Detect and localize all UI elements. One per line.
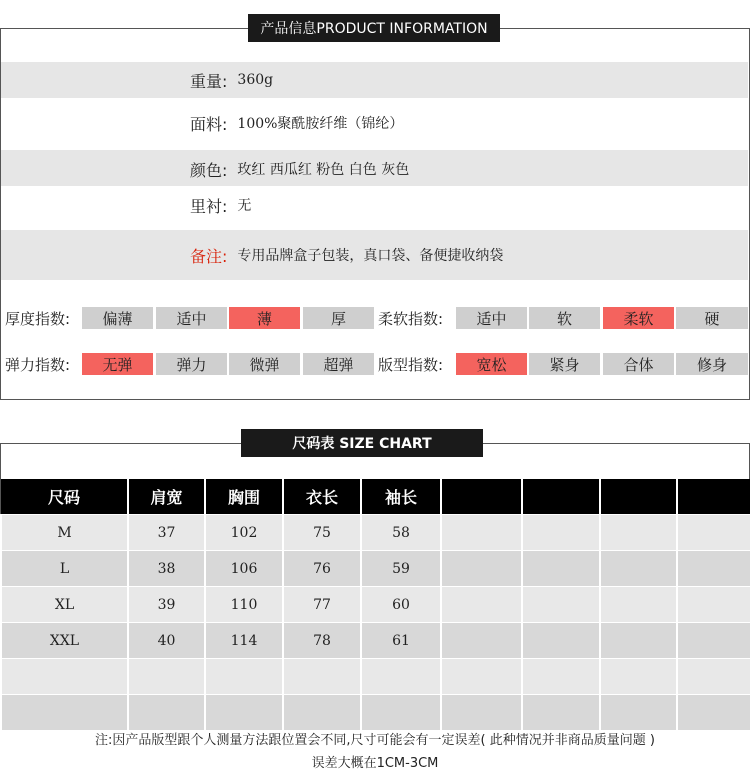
- table-cell: M: [1, 515, 128, 551]
- column-header: 袖长: [361, 479, 441, 515]
- table-cell: [441, 515, 522, 551]
- softness-option: 软: [529, 307, 600, 329]
- table-row: [1, 695, 750, 731]
- info-value: 无: [237, 198, 252, 214]
- table-cell: [441, 551, 522, 587]
- table-cell: [522, 587, 600, 623]
- table-cell: 106: [205, 551, 283, 587]
- table-cell: 110: [205, 587, 283, 623]
- info-row-lining: [190, 193, 251, 217]
- table-cell: [522, 551, 600, 587]
- table-cell: [441, 659, 522, 695]
- info-label: 面料:: [190, 114, 228, 134]
- table-cell: L: [1, 551, 128, 587]
- softness-index-label: 柔软指数:: [378, 309, 444, 328]
- table-cell: [600, 623, 677, 659]
- table-cell: [441, 623, 522, 659]
- softness-option-selected: 柔软: [603, 307, 674, 329]
- fit-option: 合体: [603, 353, 674, 375]
- elasticity-option: 微弹: [229, 353, 300, 375]
- footer-note-line2: 误差大概在1CM-3CM: [311, 756, 439, 771]
- column-header: 胸围: [205, 479, 283, 515]
- info-row-color: [190, 157, 409, 181]
- table-cell: 37: [128, 515, 205, 551]
- table-cell: [361, 659, 441, 695]
- table-cell: 102: [205, 515, 283, 551]
- softness-option: 适中: [456, 307, 527, 329]
- info-row-remark: [190, 243, 503, 267]
- table-cell: 59: [361, 551, 441, 587]
- table-cell: 75: [283, 515, 361, 551]
- info-value: 360g: [237, 72, 274, 88]
- table-cell: 78: [283, 623, 361, 659]
- table-cell: [677, 659, 750, 695]
- table-cell: [128, 695, 205, 731]
- elasticity-option: 超弹: [303, 353, 374, 375]
- table-cell: [361, 695, 441, 731]
- table-cell: 61: [361, 623, 441, 659]
- size-chart-title: 尺码表 SIZE CHART: [241, 429, 483, 457]
- fit-option: 紧身: [529, 353, 600, 375]
- table-cell: [677, 695, 750, 731]
- info-label-remark: 备注:: [190, 246, 228, 266]
- table-cell: [441, 587, 522, 623]
- table-cell: 58: [361, 515, 441, 551]
- table-cell: [677, 515, 750, 551]
- info-band-1: [1, 62, 748, 98]
- table-cell: [1, 659, 128, 695]
- table-cell: 60: [361, 587, 441, 623]
- table-cell: [283, 695, 361, 731]
- table-cell: [677, 551, 750, 587]
- info-value: 100%聚酰胺纤维（锦纶）: [237, 116, 404, 132]
- footer-note-line1: 注:因产品版型跟个人测量方法跟位置会不同,尺寸可能会有一定误差( 此种情况并非商品质量问题 ): [95, 733, 655, 748]
- column-header: 衣长: [283, 479, 361, 515]
- table-row: [1, 551, 750, 587]
- table-cell: [1, 695, 128, 731]
- thickness-option: 厚: [303, 307, 374, 329]
- table-cell: [441, 695, 522, 731]
- table-cell: [283, 659, 361, 695]
- info-row-fabric: [190, 111, 403, 135]
- softness-option: 硬: [676, 307, 748, 329]
- table-cell: [600, 659, 677, 695]
- column-header: [600, 479, 677, 515]
- column-header: [441, 479, 522, 515]
- column-header: 肩宽: [128, 479, 205, 515]
- info-label: 重量:: [190, 71, 228, 91]
- table-cell: [522, 515, 600, 551]
- size-chart-header-row: [1, 479, 750, 515]
- fit-option-selected: 宽松: [456, 353, 527, 375]
- column-header: [677, 479, 750, 515]
- table-cell: [677, 623, 750, 659]
- table-cell: [600, 695, 677, 731]
- table-cell: [128, 659, 205, 695]
- fit-option: 修身: [676, 353, 748, 375]
- product-info-title: 产品信息PRODUCT INFORMATION: [248, 14, 500, 42]
- elasticity-index-label: 弹力指数:: [5, 355, 71, 374]
- table-row: [1, 623, 750, 659]
- thickness-option: 偏薄: [82, 307, 153, 329]
- info-value: 专用品牌盒子包装，真口袋、备便捷收纳袋: [237, 248, 504, 264]
- table-cell: 114: [205, 623, 283, 659]
- fit-index-label: 版型指数:: [378, 355, 444, 374]
- info-label: 里衬:: [190, 196, 228, 216]
- info-value: 玫红 西瓜红 粉色 白色 灰色: [237, 162, 410, 178]
- column-header: [522, 479, 600, 515]
- table-cell: 38: [128, 551, 205, 587]
- table-cell: [522, 659, 600, 695]
- table-cell: XXL: [1, 623, 128, 659]
- table-cell: 77: [283, 587, 361, 623]
- table-cell: [205, 659, 283, 695]
- table-cell: XL: [1, 587, 128, 623]
- thickness-option-selected: 薄: [229, 307, 300, 329]
- table-cell: 39: [128, 587, 205, 623]
- table-cell: [522, 695, 600, 731]
- table-cell: [677, 587, 750, 623]
- size-chart-table: [0, 479, 750, 731]
- table-row: [1, 515, 750, 551]
- table-cell: 76: [283, 551, 361, 587]
- table-cell: [600, 551, 677, 587]
- table-cell: [600, 515, 677, 551]
- thickness-option: 适中: [156, 307, 227, 329]
- table-cell: [205, 695, 283, 731]
- table-cell: [600, 587, 677, 623]
- column-header: 尺码: [1, 479, 128, 515]
- table-cell: [522, 623, 600, 659]
- info-row-weight: [190, 68, 273, 92]
- elasticity-option-selected: 无弹: [82, 353, 153, 375]
- table-cell: 40: [128, 623, 205, 659]
- table-row: [1, 587, 750, 623]
- thickness-index-label: 厚度指数:: [5, 309, 71, 328]
- info-label: 颜色:: [190, 160, 228, 180]
- table-row: [1, 659, 750, 695]
- elasticity-option: 弹力: [156, 353, 227, 375]
